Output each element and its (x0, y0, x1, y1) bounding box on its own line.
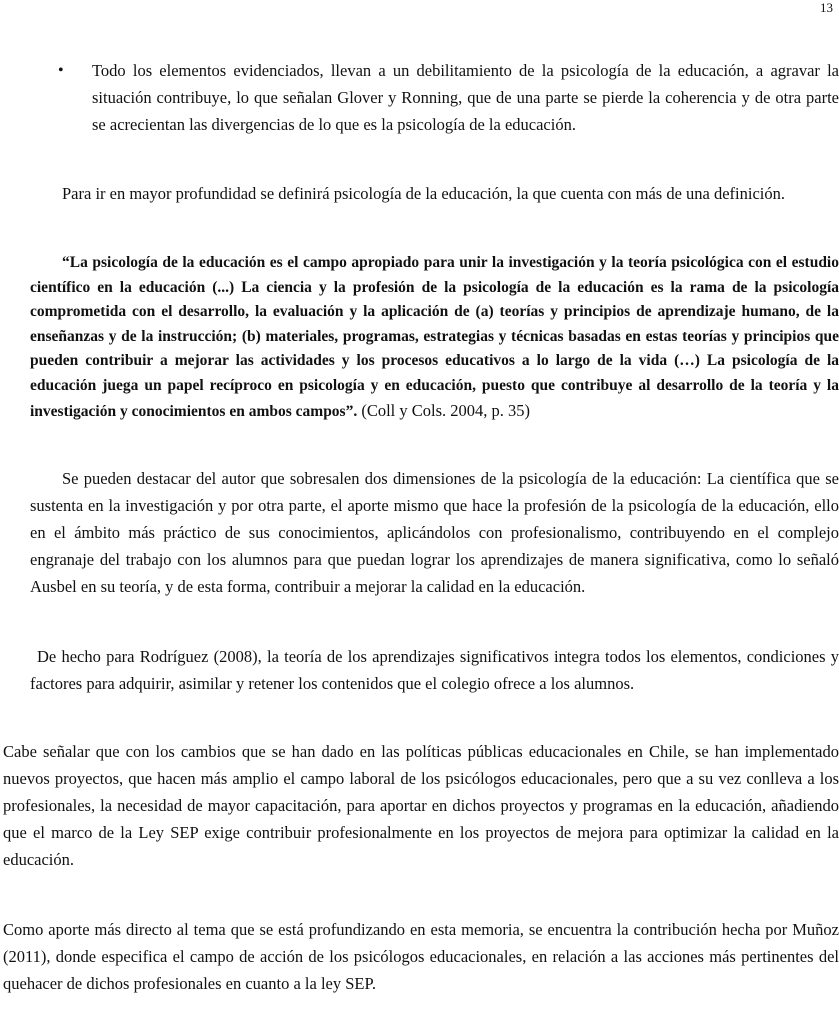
paragraph-chile: Cabe señalar que con los cambios que se han dado en las políticas públicas educacionales en Chile, se han implementado nuevos proyectos, que hacen más amplio el campo laboral de los psicólogos educacionales, pero que a su vez conlleva a los profesionales, la necesidad de mayor capacitación, para aportar en dichos proyectos y programas en la educación, añadiendo que el marco de la Ley SEP exige contribuir profesionalmente en los proyectos de mejora para optimizar la calidad en la educación. (3, 742, 839, 869)
paragraph-rodriguez: De hecho para Rodríguez (2008), la teoría de los aprendizajes significativos integra todos los elementos, condiciones y factores para adquirir, asimilar y retener los contenidos que el colegio ofrece a los alumnos. (30, 647, 839, 693)
bullet-text: Todo los elementos evidenciados, llevan a un debilitamiento de la psicología de la educación, a agravar la situación contribuye, lo que señalan Glover y Ronning, que de una parte se pierde la coherencia y de otra parte se acrecientan las divergencias de lo que es la psicología de la educación. (92, 61, 839, 134)
paragraph-intro: Para ir en mayor profundidad se definirá psicología de la educación, la que cuenta con más de una definición. (62, 184, 785, 203)
bullet-icon: • (58, 62, 64, 79)
quote-text: “La psicología de la educación es el campo apropiado para unir la investigación y la teoría psicológica con el estudio científico en la educación (...) La ciencia y la profesión de la psicología de la educación es la rama de la psicología comprometida con el desarrollo, la evaluación y la aplicación de (a) teorías y principios de aprendizaje humano, de la enseñanzas y de la instrucción; (b) materiales, programas, estrategias y técnicas basadas en estas teorías y principios que pueden contribuir a mejorar las actividades y los procesos educativos a lo largo de la vida (…) La psicología de la educación juega un papel recíproco en psicología y en educación, puesto que contribuye al desarrollo de la teoría y la investigación y conocimientos en ambos campos”. (30, 254, 839, 420)
block-quote (30, 251, 839, 424)
paragraph-munoz: Como aporte más directo al tema que se está profundizando en esta memoria, se encuentra la contribución hecha por Muñoz (2011), donde especifica el campo de acción de los psicólogos educacionales, en relación a las acciones más pertinentes del quehacer de dichos profesionales en cuanto a la ley SEP. (3, 920, 839, 993)
quote-citation: (Coll y Cols. 2004, p. 35) (357, 400, 531, 420)
page-number: 13 (820, 0, 833, 15)
paragraph-dimensions: Se pueden destacar del autor que sobresalen dos dimensiones de la psicología de la educación: La científica que se sustenta en la investigación y por otra parte, el aporte mismo que hace la profesión de la psicología de la educación, ello en el ámbito más práctico de sus conocimientos, aplicándolos con profesionalismo, contribuyendo en el complejo engranaje del trabajo con los alumnos para que puedan lograr los aprendizajes de manera significativa, como lo señaló Ausbel en su teoría, y de esta forma, contribuir a mejorar la calidad en la educación. (30, 469, 839, 596)
